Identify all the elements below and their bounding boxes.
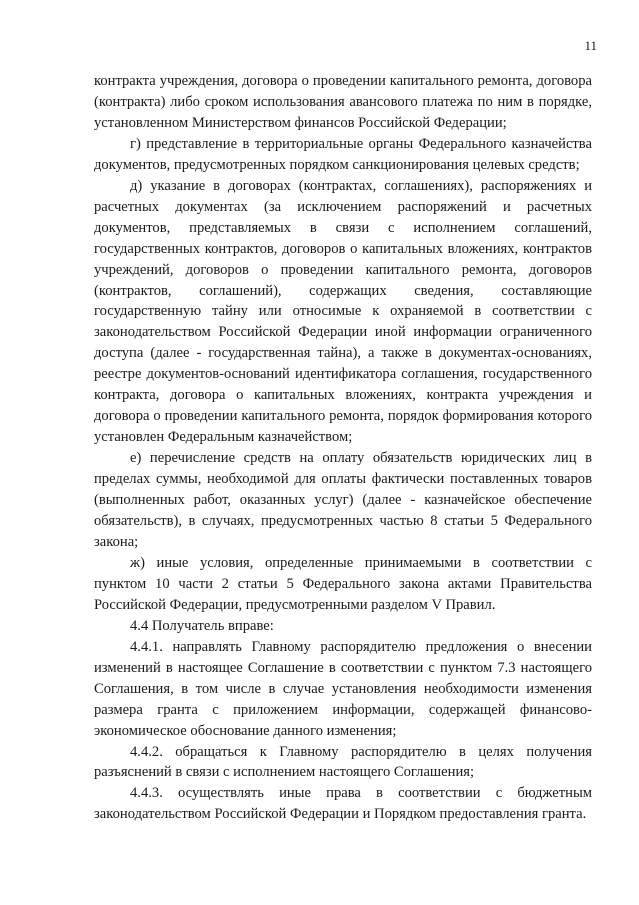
paragraph-item-g: г) представление в территориальные органы Федерального казначейства документов, предусмотренных порядком санкционирования целевых средств;	[94, 135, 592, 173]
section-heading-4-4: 4.4 Получатель вправе:	[130, 617, 274, 634]
paragraph-continuation: контракта учреждения, договора о проведении капитального ремонта, договора (контракта) либо сроком использования авансового платежа по ним в порядке, установленном Министерством финансов Российской Федерации;	[94, 73, 592, 131]
paragraph-item-d: д) указание в договорах (контрактах, соглашениях), распоряжениях и расчетных документах (за исключением распоряжений и расчетных документов, представляемых в связи с исполнением соглашений, государственных контрактов, договоров о капитальных вложениях, контрактов учреждений, договоров о проведении капитального ремонта, договоров (контрактов, соглашений), содержащих сведения, составляющие государственную тайну или относимые к охраняемой в соответствии с законодательством Российской Федерации иной информации ограниченного доступа (далее - государственная тайна), а также в документах-основаниях, реестре документов-оснований идентификатора соглашения, государственного контракта, договора о капитальных вложениях, контракта учреждения и договора о проведении капитального ремонта, порядок формирования которого установлен Федеральным казначейством;	[94, 177, 592, 446]
paragraph-4-4-3: 4.4.3. осуществлять иные права в соответствии с бюджетным законодательством Российской Федерации и Порядком предоставления гранта.	[94, 785, 592, 823]
paragraph-4-4-2: 4.4.2. обращаться к Главному распорядителю в целях получения разъяснений в связи с исполнением настоящего Соглашения;	[94, 743, 592, 781]
paragraph-item-e: е) перечисление средств на оплату обязательств юридических лиц в пределах суммы, необходимой для оплаты фактически поставленных товаров (выполненных работ, оказанных услуг) (далее - казначейское обеспечение обязательств), в случаях, предусмотренных частью 8 статьи 5 Федерального закона;	[94, 450, 592, 550]
paragraph-item-zh: ж) иные условия, определенные принимаемыми в соответствии с пунктом 10 части 2 статьи 5 Федерального закона актами Правительства Российской Федерации, предусмотренными разделом V Правил.	[94, 554, 592, 613]
paragraph-4-4-1: 4.4.1. направлять Главному распорядителю предложения о внесении изменений в настоящее Соглашение в соответствии с пунктом 7.3 настоящего Соглашения, в том числе в случае установления необходимости изменения размера гранта с приложением информации, содержащей финансово-экономическое обоснование данного изменения;	[94, 638, 592, 739]
page-number: 11	[584, 38, 597, 53]
document-body	[94, 71, 592, 825]
